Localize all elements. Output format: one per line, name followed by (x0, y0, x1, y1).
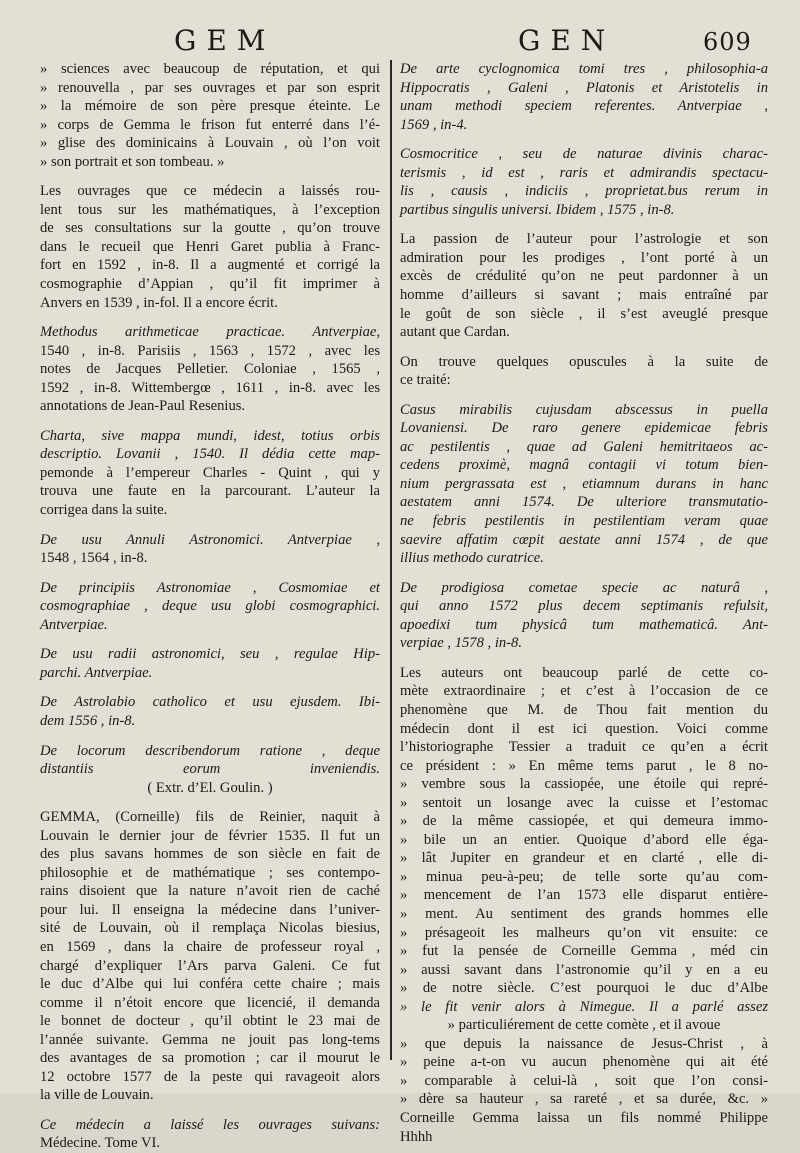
text-line: dans le recueil que Henri Garet publia à Franc- (40, 238, 380, 255)
text-line: Les ouvrages que ce médecin a laissés rou- (40, 183, 380, 200)
text-line: mète extraordinaire ; et c’est à l’occasion de ce (400, 683, 768, 700)
text-line: 1548 , 1564 , in-8. (40, 550, 148, 567)
text-line: Ce médecin a laissé les ouvrages suivans: (40, 1116, 380, 1133)
text-line: » particuliérement de cette comète , et il avoue (447, 1017, 721, 1034)
text-line: Cosmocritice , seu de naturae divinis charac- (400, 146, 768, 163)
text-line (400, 568, 768, 579)
text-line (40, 731, 380, 742)
text-line (40, 682, 380, 693)
text-line: » dère sa hauteur , sa rareté , et sa durée, &c. » (400, 1091, 768, 1108)
text-line: chargé d’expliquer l’Ars parva Galeni. Ce fut (40, 957, 380, 974)
text-line: phenomène que M. de Thou fait mention du (400, 701, 768, 718)
text-line: 1540 , in-8. Parisiis , 1563 , 1572 , avec les (40, 342, 380, 359)
text-line: Médecine. Tome VI. (40, 1135, 161, 1152)
text-line: 1592 , in-8. Wittembergœ , 1611 , in-8. avec les (40, 379, 380, 396)
text-line: ac pestilentis , quae ad Galeni hemitritaeos ac- (400, 438, 768, 455)
text-line: De arte cyclognomica tomi tres , philosophia-a (400, 61, 768, 77)
page-number: 609 (703, 28, 752, 56)
text-line (400, 390, 768, 401)
text-line: verpiae , 1578 , in-8. (400, 635, 522, 652)
text-line: Antverpiae. (40, 616, 108, 633)
text-line: notes de Jacques Pelletier. Coloniae , 1565 , (40, 361, 380, 378)
text-line: » son portrait et son tombeau. » (40, 153, 225, 170)
text-line: Anvers en 1539 , in-fol. Il a encore écrit. (40, 294, 278, 311)
text-line: distantiis eorum inveniendis. (40, 761, 380, 778)
text-line: excès de crédulité qu’on ne peut pardonner à un (400, 268, 768, 285)
text-line: corrigea dans la suite. (40, 502, 168, 519)
column-divider (390, 60, 392, 1060)
text-line: Hhhh (400, 1128, 433, 1145)
text-line: » corps de Gemma le frison fut enterré dans l’é- (40, 116, 380, 133)
text-line: ce président : » En même tems parut , le 8 no- (400, 757, 768, 774)
text-line: » renouvella , par ses ouvrages et par son esprit (40, 79, 380, 96)
text-line: aestatem anni 1574. De ulteriore transmutatio- (400, 494, 768, 511)
text-line: » glise des dominicains à Louvain , où l’on voit (40, 135, 380, 152)
text-line: cedens proximè, magnâ contagii vi totum bien- (400, 457, 768, 474)
text-line: des plus savans hommes de son siècle en fait de (40, 846, 380, 863)
text-line: parchi. Antverpiae. (40, 664, 153, 681)
text-line: » de notre siècle. C’est pourquoi le duc d’Albe (400, 980, 768, 997)
text-line: 1569 , in-4. (400, 116, 468, 133)
text-line: sité de Louvain, où il remplaça Nicolas biesius, (40, 920, 380, 937)
text-line (40, 568, 380, 579)
text-line: » fut la pensée de Corneille Gemma , méd cin (400, 943, 768, 960)
header-right-word: GEN (518, 24, 616, 57)
text-line: la ville de Louvain. (40, 1087, 154, 1104)
text-line: Casus mirabilis cujusdam abscessus in puella (400, 401, 768, 418)
text-line: pemonde à l’empereur Charles - Quint , qui y (40, 464, 380, 481)
text-line (40, 797, 380, 808)
text-line: comme il n’étoit encore que licencié, il demanda (40, 994, 380, 1011)
text-line: le bonnet de docteur , qu’il obtint le 23 mai de (40, 1013, 380, 1030)
text-line: » sciences avec beaucoup de réputation, et qui (40, 61, 380, 77)
text-line: trouva une faute en la parcourant. L’auteur la (40, 483, 380, 500)
text-line (40, 171, 380, 182)
header-left-word: GEM (174, 24, 276, 57)
text-line (400, 219, 768, 230)
text-line: cosmographiae , deque usu globi cosmographici. (40, 598, 380, 615)
text-line: lis , causis , indiciis , proprietat.bus rerum in (400, 183, 768, 200)
text-line: 12 octobre 1577 de la peste qui ravageoit alors (40, 1068, 380, 1085)
text-line: lent tous sur les mathématiques, à l’exception (40, 201, 380, 218)
text-line: » bile un an entier. Quoique d’abord elle éga- (400, 831, 768, 848)
text-line (40, 520, 380, 531)
text-line: apoedixi tum physicâ tum mathematicâ. Ant- (400, 616, 768, 633)
text-line: Hippocratis , Galeni , Platonis et Aristotelis in (400, 79, 768, 96)
text-line: » que depuis la naissance de Jesus-Christ , à (400, 1035, 768, 1052)
text-line: unam methodi speciem referentes. Antverpiae , (400, 98, 768, 115)
text-line (40, 416, 380, 427)
text-line: de ses consultations sur la goutte , qu’on trouve (40, 220, 380, 237)
text-line: ne febris pestilentis in pestilentiam veram quae (400, 513, 768, 530)
text-line: » mencement de l’an 1573 elle disparut entière- (400, 887, 768, 904)
text-line: cosmographie d’Appian , qu’il fit imprimer à (40, 276, 380, 293)
text-line: l’année suivante. Gemma ne jouit pas long-tems (40, 1031, 380, 1048)
text-line: » peine a-t-on vu aucun phenomène qui ait été (400, 1054, 768, 1071)
text-line: Lovaniensi. De raro genere epidemicae febris (400, 420, 768, 437)
text-line: La passion de l’auteur pour l’astrologie et son (400, 231, 768, 248)
text-line: » la mémoire de son père presque éteinte. Le (40, 98, 380, 115)
text-line: Methodus arithmeticae practicae. Antverpiae, (40, 324, 380, 341)
text-line: pour lui. Il enseigna la médecine dans l’univer- (40, 901, 380, 918)
text-line: De locorum describendorum ratione , deque (40, 742, 380, 759)
text-line: De usu Annuli Astronomici. Antverpiae , (40, 531, 380, 548)
text-line: » minua peu-à-peu; de telle sorte qu’au com- (400, 868, 768, 885)
text-line (400, 134, 768, 145)
text-line: » le fit venir alors à Nimegue. Il a parlé assez (400, 998, 768, 1015)
text-line: » présageoit les malheurs qu’on vit ensuite: ce (400, 924, 768, 941)
text-line: annotations de Jean-Paul Resenius. (40, 398, 246, 415)
text-line: Corneille Gemma laissa un fils nommé Philippe (400, 1109, 768, 1126)
text-line: nium pergrassata est , etiamnum durans in hanc (400, 475, 768, 492)
text-line: » aussi savant dans l’astronomie qu’il y en a eu (400, 961, 768, 978)
running-header (0, 20, 800, 60)
text-line: » ment. Au sentiment des grands hommes elle (400, 905, 768, 922)
text-line: admiration pour les prodiges , l’ont porté à un (400, 249, 768, 266)
text-line: médecin dont il est ici question. Voici comme (400, 720, 768, 737)
text-line: De Astrolabio catholico et usu ejusdem. Ibi- (40, 694, 380, 711)
text-line: De prodigiosa cometae specie ac naturâ , (400, 579, 768, 596)
text-line: ce traité: (400, 372, 451, 389)
text-line: en 1569 , dans la chaire de professeur royal , (40, 938, 380, 955)
text-line: rains disoient que la nature n’avoit rien de caché (40, 883, 380, 900)
text-line: qui anno 1572 plus decem septimanis refulsit, (400, 598, 768, 615)
text-line: partibus singulis universi. Ibidem , 1575 , in-8. (400, 201, 675, 218)
text-line: Les auteurs ont beaucoup parlé de cette co- (400, 664, 768, 681)
text-line: » vembre sous la cassiopée, une étoile qui repré- (400, 776, 768, 793)
text-line (400, 342, 768, 353)
text-line: le duc d’Albe qui lui conféra cette chaire ; mais (40, 976, 380, 993)
text-line (40, 312, 380, 323)
text-line: illius methodo curatrice. (400, 550, 544, 567)
text-line (400, 653, 768, 664)
text-line: GEMMA, (Corneille) fils de Reinier, naquit à (40, 809, 380, 826)
left-column (40, 60, 380, 1153)
text-line: le goût de son siècle , il s’est aveuglé presque (400, 305, 768, 322)
text-line: Louvain le dernier jour de février 1535. Il fut un (40, 827, 380, 844)
text-line (40, 634, 380, 645)
text-line: terismis , id est , raris et admirandis spectacu- (400, 164, 768, 181)
text-line: » comparable à celui-là , soit que l’on consi- (400, 1072, 768, 1089)
text-line: l’historiographe Tessier a traduit ce qu’en a écrit (400, 739, 768, 756)
text-line: autant que Cardan. (400, 324, 510, 341)
text-line: des avantages de sa promotion ; car il mourut le (40, 1050, 380, 1067)
text-line: On trouve quelques opuscules à la suite de (400, 353, 768, 370)
text-line: philosophie et de mathématique ; ses contempo- (40, 864, 380, 881)
right-column (400, 60, 768, 1146)
text-line: » lât Jupiter en grandeur et en clarté , elle di- (400, 850, 768, 867)
text-line: ( Extr. d’El. Goulin. ) (147, 779, 273, 796)
text-line: » de la même cassiopée, et qui demeura immo- (400, 813, 768, 830)
text-line: fort en 1592 , in-8. Il a augmenté et corrigé la (40, 257, 380, 274)
text-line: » sentoit un losange avec la cuisse et l’estomac (400, 794, 768, 811)
text-line: homme d’ailleurs si savant ; mais entraîné par (400, 287, 768, 304)
text-line: dem 1556 , in-8. (40, 712, 136, 729)
text-line: Charta, sive mappa mundi, idest, totius orbis (40, 427, 380, 444)
text-line (40, 1105, 380, 1116)
text-line: De usu radii astronomici, seu , regulae Hip- (40, 646, 380, 663)
text-line: saevire affatim cœpit aestate anni 1574 , de que (400, 531, 768, 548)
text-line: De principiis Astronomiae , Cosmomiae et (40, 579, 380, 596)
text-line: descriptio. Lovanii , 1540. Il dédia cette map- (40, 446, 380, 463)
